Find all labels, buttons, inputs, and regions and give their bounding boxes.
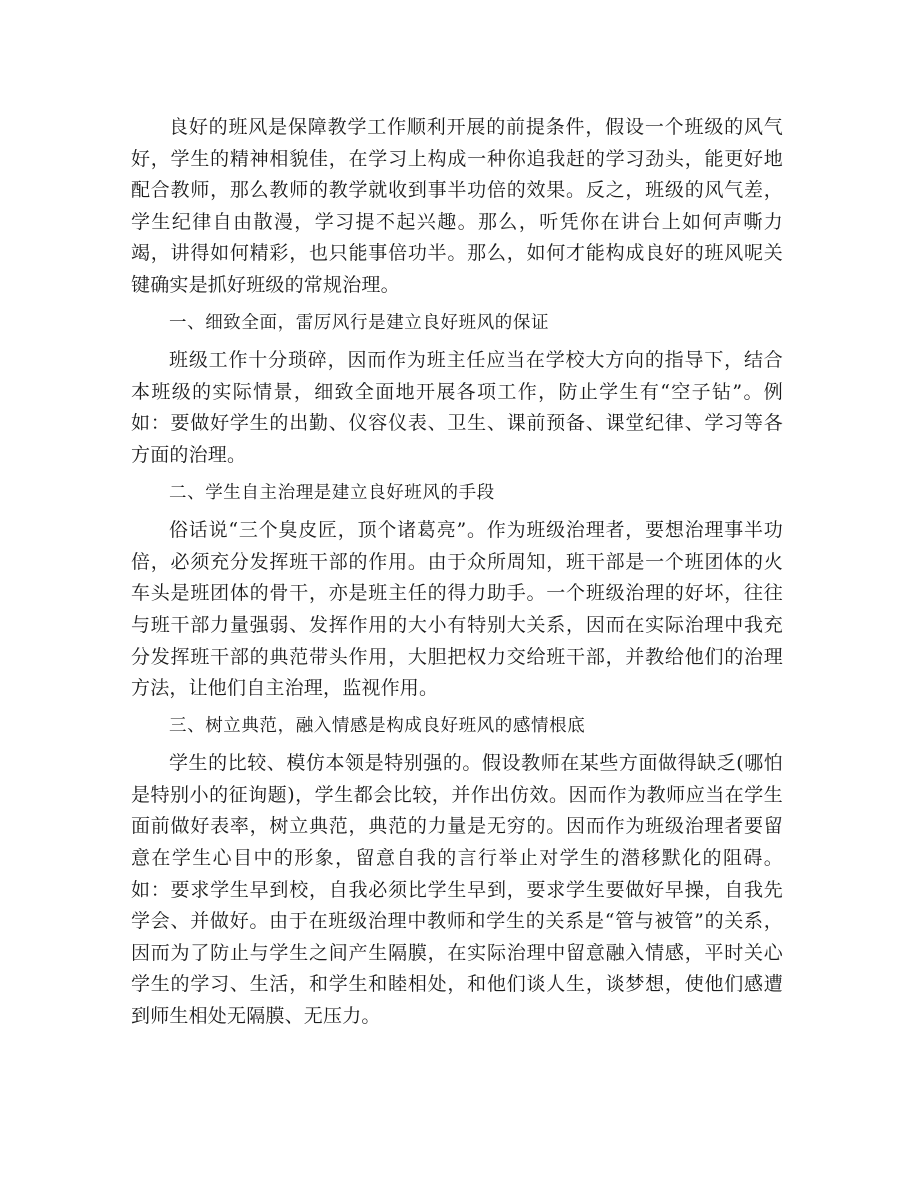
- section-3-paragraph: 学生的比较、模仿本领是特别强的。假设教师在某些方面做得缺乏(哪怕是特别小的征询题)，学生都会比较，并作出仿效。因而作为教师应当在学生面前做好表率，树立典范，典范的力量是无穷的。因而作为班级治理者要留意在学生心目中的形象，留意自我的言行举止对学生的潜移默化的阻碍。如：要求学生早到校，自我必须比学生早到，要求学生要做好早操，自我先学会、并做好。由于在班级治理中教师和学生的关系是“管与被管”的关系，因而为了防止与学生之间产生隔膜，在实际治理中留意融入情感，平时关心学生的学习、生活，和学生和睦相处，和他们谈人生，谈梦想，使他们感遭到师生相处无隔膜、无压力。: [131, 752, 783, 1028]
- section-heading-3: 三、树立典范，融入情感是构成良好班风的感情根底: [169, 715, 586, 736]
- section-1-paragraph: 班级工作十分琐碎，因而作为班主任应当在学校大方向的指导下，结合本班级的实际情景，细致全面地开展各项工作，防止学生有“空子钻”。例如：要做好学生的出勤、仪容仪表、卫生、课前预备、课堂纪律、学习等各方面的治理。: [131, 349, 783, 466]
- intro-paragraph: 良好的班风是保障教学工作顺利开展的前提条件，假设一个班级的风气好，学生的精神相貌佳，在学习上构成一种你追我赶的学习劲头，能更好地配合教师，那么教师的教学就收到事半功倍的效果。反之，班级的风气差，学生纪律自由散漫，学习提不起兴趣。那么，听凭你在讲台上如何声嘶力竭，讲得如何精彩，也只能事倍功半。那么，如何才能构成良好的班风呢关键确实是抓好班级的常规治理。: [131, 116, 783, 296]
- section-heading-2: 二、学生自主治理是建立良好班风的手段: [169, 482, 495, 503]
- section-2-paragraph: 俗话说“三个臭皮匠，顶个诸葛亮”。作为班级治理者，要想治理事半功倍，必须充分发挥班干部的作用。由于众所周知，班干部是一个班团体的火车头是班团体的骨干，亦是班主任的得力助手。一个班级治理的好坏，往往与班干部力量强弱、发挥作用的大小有特别大关系，因而在实际治理中我充分发挥班干部的典范带头作用，大胆把权力交给班干部，并教给他们的治理方法，让他们自主治理，监视作用。: [131, 519, 783, 700]
- section-heading-1: 一、细致全面，雷厉风行是建立良好班风的保证: [169, 312, 550, 333]
- document-body: [131, 112, 783, 1039]
